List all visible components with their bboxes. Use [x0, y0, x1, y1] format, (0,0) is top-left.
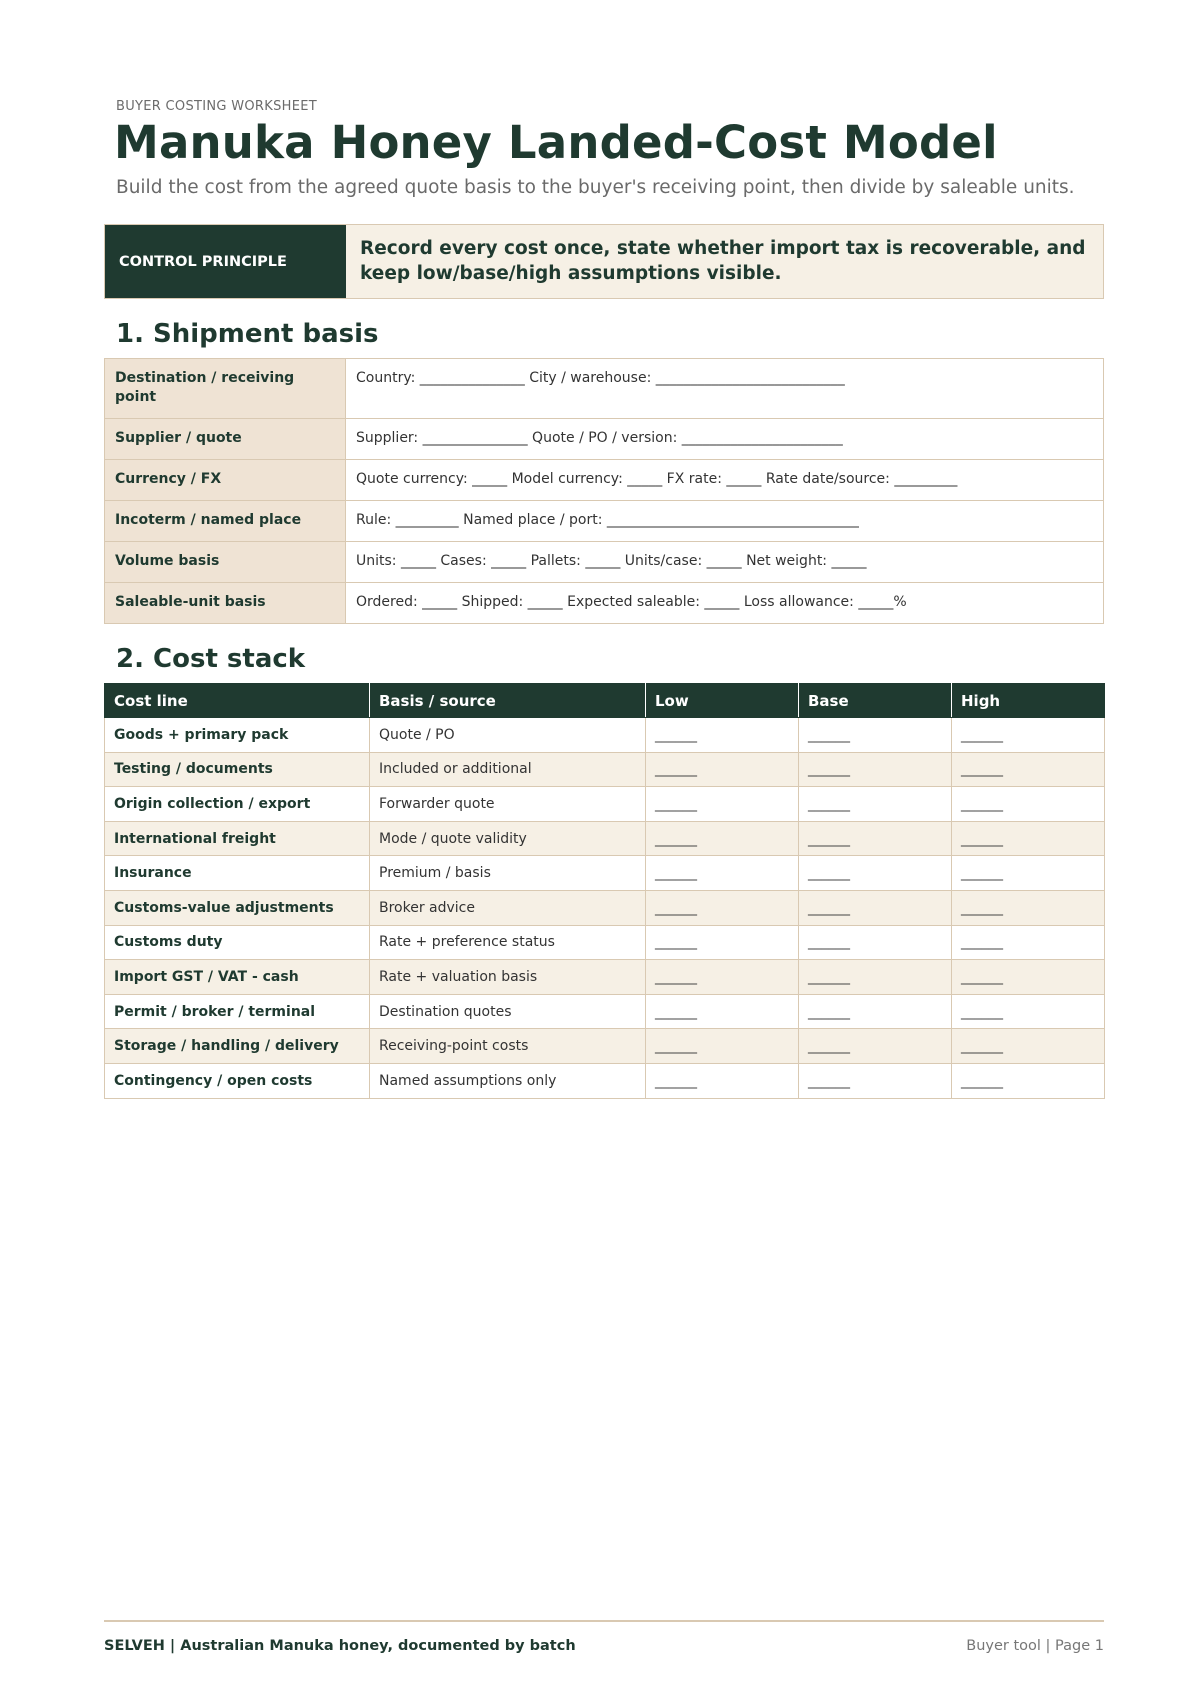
- control-principle-label: CONTROL PRINCIPLE: [105, 225, 346, 298]
- shipment-row-label: Supplier / quote: [105, 419, 346, 460]
- base-value-blank[interactable]: ______: [799, 787, 952, 822]
- base-value-blank[interactable]: ______: [799, 994, 952, 1029]
- table-row: [105, 583, 1104, 624]
- shipment-row-label: Currency / FX: [105, 460, 346, 501]
- shipment-row-value[interactable]: Country: _______________ City / warehouse: ___________________________: [346, 359, 1104, 419]
- low-value-blank[interactable]: ______: [646, 787, 799, 822]
- low-value-blank[interactable]: ______: [646, 925, 799, 960]
- cost-line-label: Storage / handling / delivery: [105, 1029, 370, 1064]
- cost-line-source: Premium / basis: [370, 856, 646, 891]
- table-row: [105, 890, 1105, 925]
- table-row: [105, 994, 1105, 1029]
- shipment-row-label: Destination / receiving point: [105, 359, 346, 419]
- low-value-blank[interactable]: ______: [646, 718, 799, 753]
- cost-line-label: Import GST / VAT - cash: [105, 960, 370, 995]
- base-value-blank[interactable]: ______: [799, 890, 952, 925]
- table-row: [105, 925, 1105, 960]
- table-row: [105, 1063, 1105, 1098]
- footer-divider: [104, 1620, 1104, 1622]
- table-row: [105, 419, 1104, 460]
- shipment-row-label: Saleable-unit basis: [105, 583, 346, 624]
- column-header: High: [952, 684, 1105, 718]
- table-row: [105, 542, 1104, 583]
- table-row: [105, 501, 1104, 542]
- table-row: [105, 460, 1104, 501]
- base-value-blank[interactable]: ______: [799, 821, 952, 856]
- table-row: [105, 856, 1105, 891]
- shipment-row-value[interactable]: Ordered: _____ Shipped: _____ Expected saleable: _____ Loss allowance: _____%: [346, 583, 1104, 624]
- cost-line-source: Broker advice: [370, 890, 646, 925]
- cost-line-source: Named assumptions only: [370, 1063, 646, 1098]
- base-value-blank[interactable]: ______: [799, 960, 952, 995]
- cost-line-source: Included or additional: [370, 752, 646, 787]
- table-row: [105, 1029, 1105, 1064]
- shipment-basis-table: [104, 358, 1104, 624]
- low-value-blank[interactable]: ______: [646, 821, 799, 856]
- high-value-blank[interactable]: ______: [952, 1063, 1105, 1098]
- high-value-blank[interactable]: ______: [952, 718, 1105, 753]
- shipment-row-value[interactable]: Quote currency: _____ Model currency: _____ FX rate: _____ Rate date/source: _________: [346, 460, 1104, 501]
- cost-line-label: Insurance: [105, 856, 370, 891]
- high-value-blank[interactable]: ______: [952, 821, 1105, 856]
- high-value-blank[interactable]: ______: [952, 752, 1105, 787]
- high-value-blank[interactable]: ______: [952, 856, 1105, 891]
- table-row: [105, 359, 1104, 419]
- high-value-blank[interactable]: ______: [952, 994, 1105, 1029]
- table-row: [105, 752, 1105, 787]
- low-value-blank[interactable]: ______: [646, 960, 799, 995]
- cost-line-label: Goods + primary pack: [105, 718, 370, 753]
- low-value-blank[interactable]: ______: [646, 1063, 799, 1098]
- shipment-row-value[interactable]: Units: _____ Cases: _____ Pallets: _____ Units/case: _____ Net weight: _____: [346, 542, 1104, 583]
- control-principle-text: Record every cost once, state whether import tax is recoverable, and keep low/base/high assumptions visible.: [346, 225, 1103, 298]
- table-row: [105, 821, 1105, 856]
- footer-page-number: Buyer tool | Page 1: [966, 1638, 1104, 1654]
- low-value-blank[interactable]: ______: [646, 890, 799, 925]
- low-value-blank[interactable]: ______: [646, 994, 799, 1029]
- page-title: Manuka Honey Landed-Cost Model: [114, 116, 998, 169]
- cost-line-label: Origin collection / export: [105, 787, 370, 822]
- high-value-blank[interactable]: ______: [952, 960, 1105, 995]
- cost-line-source: Rate + preference status: [370, 925, 646, 960]
- shipment-row-value[interactable]: Supplier: _______________ Quote / PO / version: _______________________: [346, 419, 1104, 460]
- cost-line-source: Rate + valuation basis: [370, 960, 646, 995]
- column-header: Basis / source: [370, 684, 646, 718]
- cost-line-source: Receiving-point costs: [370, 1029, 646, 1064]
- base-value-blank[interactable]: ______: [799, 1063, 952, 1098]
- high-value-blank[interactable]: ______: [952, 1029, 1105, 1064]
- cost-line-label: Customs-value adjustments: [105, 890, 370, 925]
- base-value-blank[interactable]: ______: [799, 1029, 952, 1064]
- shipment-basis-heading: 1. Shipment basis: [116, 319, 379, 349]
- cost-line-source: Destination quotes: [370, 994, 646, 1029]
- high-value-blank[interactable]: ______: [952, 890, 1105, 925]
- cost-stack-table: [104, 683, 1105, 1099]
- base-value-blank[interactable]: ______: [799, 752, 952, 787]
- cost-stack-heading: 2. Cost stack: [116, 644, 306, 674]
- table-row: [105, 960, 1105, 995]
- high-value-blank[interactable]: ______: [952, 925, 1105, 960]
- column-header: Low: [646, 684, 799, 718]
- cost-line-label: Customs duty: [105, 925, 370, 960]
- base-value-blank[interactable]: ______: [799, 718, 952, 753]
- control-principle-callout: [104, 224, 1104, 299]
- cost-line-label: Permit / broker / terminal: [105, 994, 370, 1029]
- shipment-row-value[interactable]: Rule: _________ Named place / port: ____________________________________: [346, 501, 1104, 542]
- document-kicker: BUYER COSTING WORKSHEET: [116, 99, 317, 114]
- cost-line-source: Forwarder quote: [370, 787, 646, 822]
- low-value-blank[interactable]: ______: [646, 752, 799, 787]
- page-subtitle: Build the cost from the agreed quote basis to the buyer's receiving point, then divide by saleable units.: [116, 177, 1075, 198]
- table-header-row: [105, 684, 1105, 718]
- cost-line-label: Testing / documents: [105, 752, 370, 787]
- low-value-blank[interactable]: ______: [646, 1029, 799, 1064]
- footer-brand-text: SELVEH | Australian Manuka honey, documented by batch: [104, 1638, 576, 1654]
- cost-line-source: Mode / quote validity: [370, 821, 646, 856]
- column-header: Base: [799, 684, 952, 718]
- base-value-blank[interactable]: ______: [799, 925, 952, 960]
- low-value-blank[interactable]: ______: [646, 856, 799, 891]
- shipment-row-label: Incoterm / named place: [105, 501, 346, 542]
- base-value-blank[interactable]: ______: [799, 856, 952, 891]
- shipment-row-label: Volume basis: [105, 542, 346, 583]
- cost-line-label: International freight: [105, 821, 370, 856]
- high-value-blank[interactable]: ______: [952, 787, 1105, 822]
- table-row: [105, 787, 1105, 822]
- column-header: Cost line: [105, 684, 370, 718]
- table-row: [105, 718, 1105, 753]
- cost-line-source: Quote / PO: [370, 718, 646, 753]
- cost-line-label: Contingency / open costs: [105, 1063, 370, 1098]
